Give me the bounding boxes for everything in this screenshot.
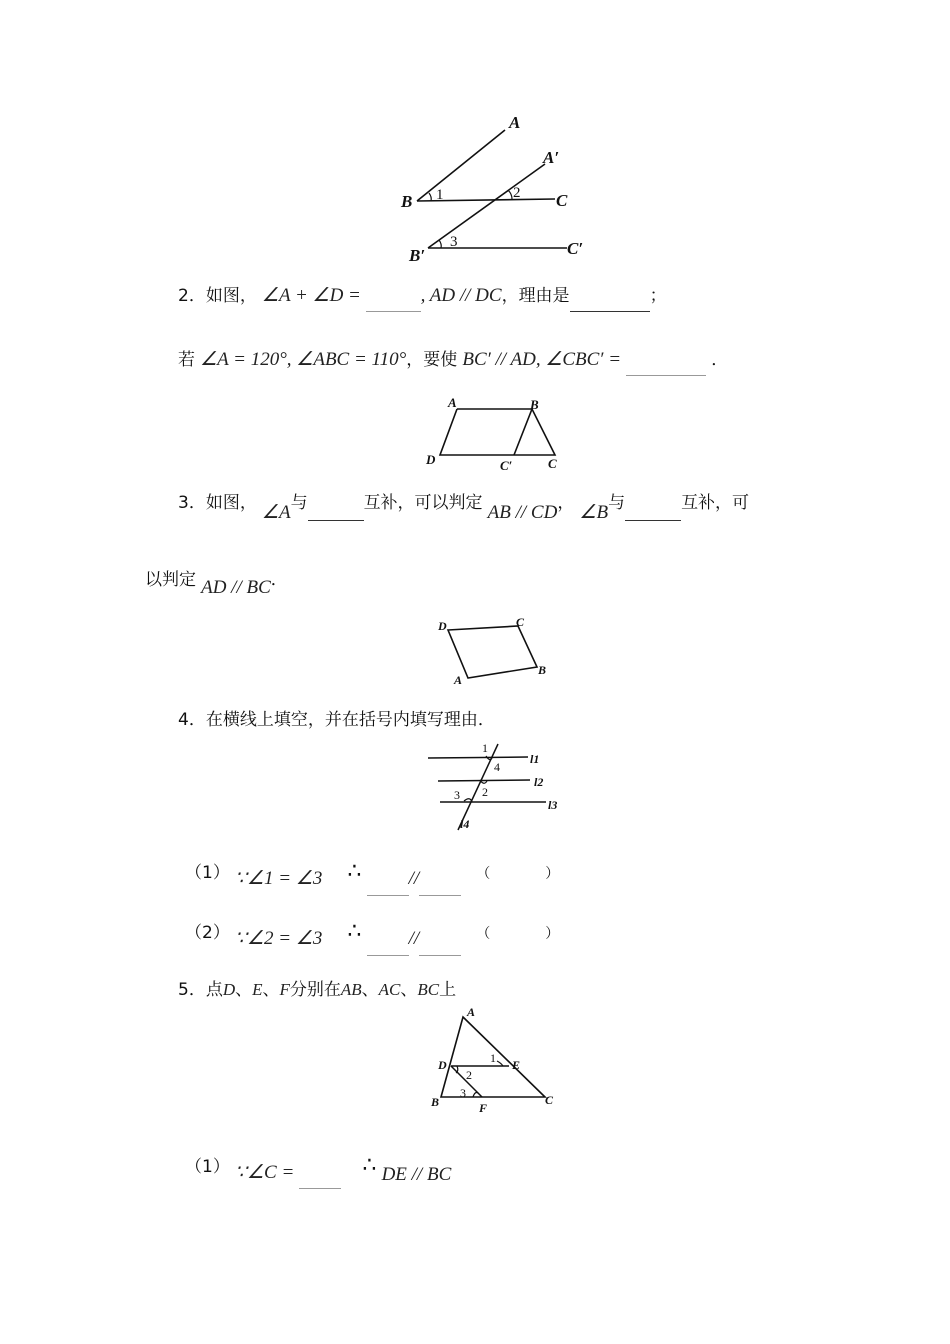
label-B: B xyxy=(538,663,547,677)
q3-sep: ， xyxy=(557,493,575,513)
figure-4-lines xyxy=(420,738,570,833)
label-C: C xyxy=(516,615,525,629)
q5-sep3: 、 xyxy=(361,980,379,1000)
label-B: B xyxy=(530,397,539,412)
q4-p2-paren-close: ） xyxy=(545,926,560,942)
q2-goal: BC′ // AD, ∠CBC′ = xyxy=(462,349,622,370)
q5-p1-expr: ∵∠C = xyxy=(234,1162,295,1183)
q3-ab-cd: AB // CD xyxy=(487,502,558,523)
question-5-part-1 xyxy=(185,1150,451,1183)
q5-BC: BC xyxy=(417,980,440,999)
label-A: A xyxy=(509,113,521,132)
label-C-prime: C′ xyxy=(567,239,584,258)
q4-p1-blank-b[interactable] xyxy=(419,877,461,896)
q2-cond: ∠A = 120°, ∠ABC = 110° xyxy=(200,349,407,370)
q3-angle-A: ∠A xyxy=(261,502,291,523)
q5-on: 上 xyxy=(439,980,457,1000)
q5-E: E xyxy=(252,980,263,999)
q5-p1-therefore: ∴ xyxy=(362,1153,377,1178)
q5-F: F xyxy=(279,980,290,999)
question-4-part-2 xyxy=(185,916,559,950)
label-l3: l3 xyxy=(548,798,558,812)
q5-D: D xyxy=(222,980,236,999)
q4-p2-parallel: // xyxy=(408,928,420,949)
figure-2-quadrilateral xyxy=(420,393,570,473)
figure-3-parallelogram xyxy=(430,612,560,690)
q4-p1-therefore: ∴ xyxy=(347,859,362,884)
q2-expr2: , AD // DC xyxy=(420,285,502,306)
q4-p2-blank-b[interactable] xyxy=(419,937,461,956)
angle-3-label: 3 xyxy=(450,234,458,250)
angle-2-label: 2 xyxy=(513,185,521,201)
q5-sep1: 、 xyxy=(235,980,253,1000)
q4-p1-blank-a[interactable] xyxy=(367,877,409,896)
q3-cont: 以判定 xyxy=(145,570,196,590)
question-4-text: 4．在横线上填空，并在括号内填写理由． xyxy=(178,710,495,730)
q3-with: 与 xyxy=(290,493,308,513)
q4-p1-expr: ∵∠1 = ∠3 xyxy=(234,868,323,889)
q2-make: ，要使 xyxy=(406,350,458,370)
q2-comma: ， xyxy=(501,286,519,306)
question-4-part-1 xyxy=(185,856,559,890)
q2-blank-2[interactable] xyxy=(626,357,706,376)
q5-sep4: 、 xyxy=(400,980,418,1000)
label-D: D xyxy=(426,452,436,467)
angle-4-label: 4 xyxy=(494,760,500,774)
figure-1-parallel-lines xyxy=(395,108,595,268)
q5-AC: AC xyxy=(378,980,401,999)
q3-supp1: 互补，可以判定 xyxy=(363,493,483,513)
q3-angle-B: ∠B xyxy=(579,502,609,523)
q3-with2: 与 xyxy=(608,493,626,513)
q4-p2-paren-open: （ xyxy=(476,926,491,942)
question-2-line-2 xyxy=(178,344,728,376)
angle-3-label: 3 xyxy=(454,788,460,802)
q5-sep2: 、 xyxy=(262,980,280,1000)
question-5-text xyxy=(178,977,456,1003)
q2-period: ． xyxy=(711,350,729,370)
label-F: F xyxy=(479,1101,488,1115)
q5-p1-blank[interactable] xyxy=(299,1170,341,1189)
angle-1-label: 1 xyxy=(436,187,444,203)
label-C: C xyxy=(556,191,568,210)
label-C-prime: C′ xyxy=(500,458,513,473)
q2-reason: 理由是 xyxy=(518,286,570,306)
angle-3-label: 3 xyxy=(460,1086,466,1100)
q2-if: 若 xyxy=(178,350,195,370)
label-B-prime: B′ xyxy=(409,246,426,265)
q2-expr: ∠A + ∠D = xyxy=(261,285,366,306)
q3-period: ． xyxy=(270,570,288,590)
angle-1-label: 1 xyxy=(490,1051,496,1065)
q3-blank-2[interactable] xyxy=(625,502,681,521)
question-3-line-2 xyxy=(145,562,288,598)
q4-p1-paren-close: ） xyxy=(545,866,560,882)
q4-p2-blank-a[interactable] xyxy=(367,937,409,956)
q2-blank-1[interactable] xyxy=(366,293,421,312)
label-A: A xyxy=(454,673,463,687)
q4-p1-paren-open: （ xyxy=(476,866,491,882)
label-l4: l4 xyxy=(460,817,470,831)
q3-ad-bc: AD // BC xyxy=(201,577,271,598)
q2-semicolon: ； xyxy=(649,286,667,306)
q5-number: 5．点 xyxy=(178,980,223,1000)
q3-supp2: 互补，可 xyxy=(681,493,750,513)
label-A-prime: A′ xyxy=(543,148,560,167)
label-l2: l2 xyxy=(534,775,544,789)
label-A: A xyxy=(467,1005,476,1019)
label-E: E xyxy=(512,1058,521,1072)
label-C: C xyxy=(548,456,557,471)
q5-AB: AB xyxy=(340,980,362,999)
label-D: D xyxy=(438,1058,447,1072)
q5-p1-result: DE // BC xyxy=(381,1164,452,1185)
label-A: A xyxy=(448,395,457,410)
question-3-line-1 xyxy=(178,485,749,521)
q3-number: 3．如图， xyxy=(178,493,257,513)
q4-p2-expr: ∵∠2 = ∠3 xyxy=(234,928,323,949)
label-l1: l1 xyxy=(530,752,540,766)
label-C: C xyxy=(545,1093,554,1107)
angle-1-label: 1 xyxy=(482,741,488,755)
q5-p1-label: （1） xyxy=(185,1157,230,1177)
angle-2-label: 2 xyxy=(482,785,488,799)
q2-blank-reason[interactable] xyxy=(570,293,650,312)
q4-p2-therefore: ∴ xyxy=(347,919,362,944)
angle-2-label: 2 xyxy=(466,1068,472,1082)
q4-p1-label: （1） xyxy=(185,863,230,883)
q3-blank-1[interactable] xyxy=(308,502,364,521)
q4-p2-label: （2） xyxy=(185,923,230,943)
label-B: B xyxy=(401,192,413,211)
figure-5-triangle xyxy=(425,1005,565,1115)
label-D: D xyxy=(438,619,447,633)
label-B: B xyxy=(431,1095,440,1109)
q4-p1-parallel: // xyxy=(408,868,420,889)
q5-respectively: 分别在 xyxy=(289,980,341,1000)
question-2-line-1 xyxy=(178,280,667,312)
q2-number: 2．如图， xyxy=(178,286,257,306)
